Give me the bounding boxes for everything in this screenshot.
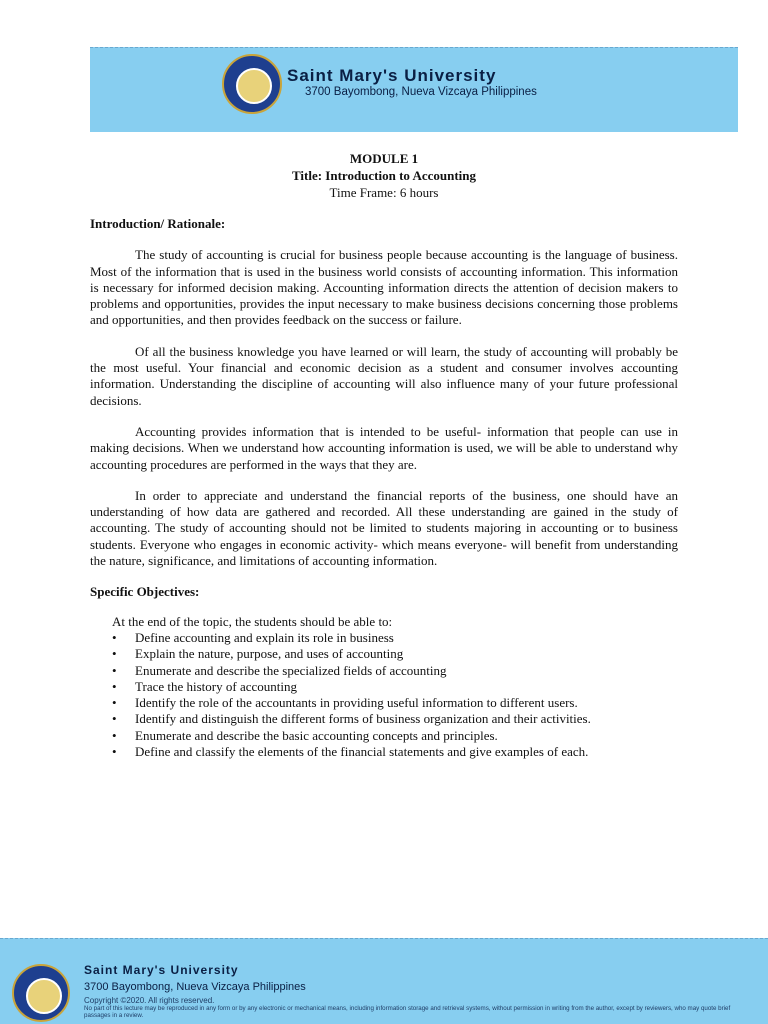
bullet-icon: • [112,695,117,711]
university-seal-icon [12,964,70,1022]
objective-text: Trace the history of accounting [135,678,297,694]
bullet-icon: • [112,646,117,662]
module-content [90,216,678,760]
list-item [90,679,678,695]
footer-copyright: Copyright ©2020. All rights reserved. [84,996,215,1005]
footer-university-name: Saint Mary's University [84,963,239,977]
introduction-paragraph: In order to appreciate and understand the financial reports of the business, one should have an understanding of how data are gathered and recorded. All these understanding are gained in the study of accounting. The study of accounting should not be limited to students majoring in accounting or to business students. Everyone who engages in economic activity- which means everyone- will benefit from understanding the nature, significance, and limitations of accounting information. [90,487,678,569]
objective-text: Enumerate and describe the specialized fields of accounting [135,662,447,678]
header-banner [90,47,738,132]
objective-text: Explain the nature, purpose, and uses of accounting [135,646,404,662]
objective-text: Identify the role of the accountants in providing useful information to different users. [135,695,578,711]
introduction-heading: Introduction/ Rationale: [90,216,226,231]
module-title-block [90,150,678,201]
footer-notice: No part of this lecture may be reproduced in any form or by any electronic or mechanical means, including information storage and retrieval systems, without permission in writing from the author, except by reviewers, who may quote brief passages in a review. [84,1005,731,1019]
introduction-paragraph: Accounting provides information that is intended to be useful- information that people can use in making decisions. When we understand how accounting information is used, we will be able to understand why accounting procedures are performed in the ways that they are. [90,423,678,472]
introduction-paragraph: The study of accounting is crucial for business people because accounting is the language of business. Most of the information that is used in the business world consists of accounting information. This information is necessary for informed decision making. Accounting information directs the attention of decision makers to problems and opportunities, provides the input necessary to make business decisions concerning those problems and opportunities, and then provides feedback on the success or failure. [90,247,678,328]
list-item [90,711,678,727]
list-item [90,630,678,646]
header-university-name: Saint Mary's University [287,66,497,85]
list-item [90,646,678,662]
objective-text: Define and classify the elements of the financial statements and give examples of each. [135,744,589,760]
module-time-frame: Time Frame: 6 hours [329,185,439,200]
list-item [90,744,678,760]
introduction-paragraph: Of all the business knowledge you have learned or will learn, the study of accounting will probably be the most useful. Your financial and economic decision as a student and consumer involves accounting information. Understanding the discipline of accounting will also influence many of your future professional decisions. [90,343,678,408]
objectives-heading: Specific Objectives: [90,584,200,600]
header-address: 3700 Bayombong, Nueva Vizcaya Philippines [305,86,537,98]
list-item [90,663,678,679]
module-title: Title: Introduction to Accounting [291,168,477,183]
list-item [90,695,678,711]
footer-address: 3700 Bayombong, Nueva Vizcaya Philippines [84,981,306,993]
list-item [90,728,678,744]
objective-text: Identify and distinguish the different forms of business organization and their activities. [135,711,591,727]
module-number: MODULE 1 [349,151,419,166]
objective-text: Enumerate and describe the basic accounting concepts and principles. [135,727,498,743]
bullet-icon: • [112,744,117,760]
bullet-icon: • [112,629,117,645]
bullet-icon: • [112,711,117,727]
objective-text: Define accounting and explain its role in business [135,629,394,645]
footer-banner [0,938,768,1024]
university-seal-icon [222,54,282,114]
bullet-icon: • [112,727,117,743]
bullet-icon: • [112,662,117,678]
objectives-list [90,630,678,760]
bullet-icon: • [112,678,117,694]
objectives-intro: At the end of the topic, the students should be able to: [112,613,393,629]
